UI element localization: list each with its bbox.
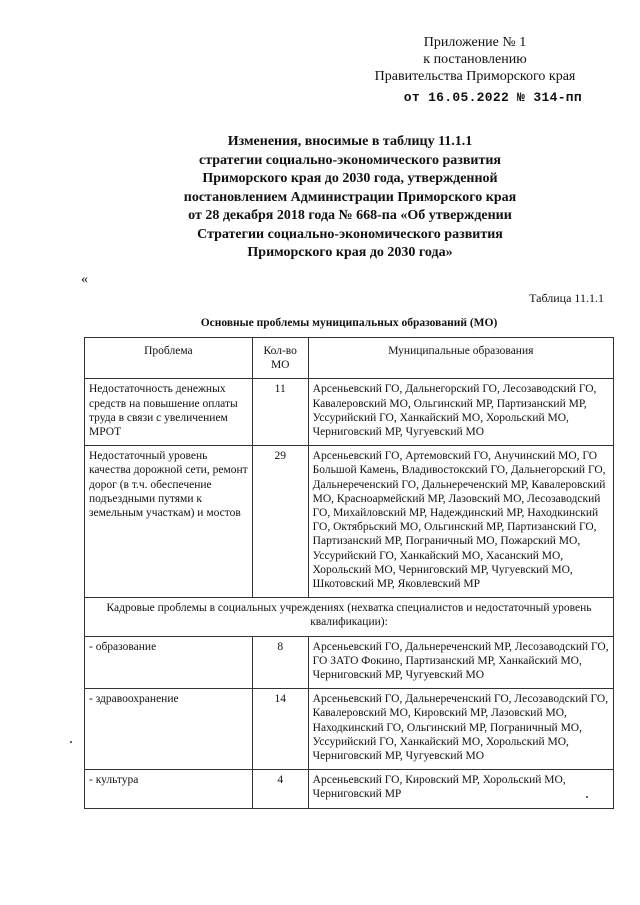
municipalities-cell: Арсеньевский ГО, Артемовский ГО, Анучинский МО, ГО Большой Камень, Владивостокский ГО, Дальнегорский ГО, Дальнереченский ГО, Дальнереченский МР, Кавалеровский МО, Красноармейский МР, Лазовский МО, Лесозаводский ГО, Михайловский МР, Надеждинский МР, Находкинский ГО, Октябрьский МО, Ольгинский МР, Партизанский ГО, Партизанский МР, Пограничный МО, Пожарский МО, Уссурийский ГО, Ханкайский МО, Хасанский МО, Хорольский МО, Черниговский МР, Чугуевский МО, Шкотовский МР, Яковлевский МР bbox=[308, 446, 613, 598]
header-municipalities: Муниципальные образования bbox=[308, 338, 613, 379]
municipalities-cell: Арсеньевский ГО, Дальнереченский ГО, Лесозаводский ГО, Кавалеровский МО, Кировский МР, Лазовский МО, Находкинский ГО, Ольгинский МР, Пограничный МО, Уссурийский ГО, Ханкайский МО, Хорольский МО, Черниговский МР, Чугуевский МО bbox=[308, 689, 613, 770]
problem-cell: - образование bbox=[85, 636, 253, 689]
title-line: Изменения, вносимые в таблицу 11.1.1 bbox=[227, 134, 473, 149]
header-problem: Проблема bbox=[85, 338, 253, 379]
resolution-date-stamp: от 16.05.2022 № 314-пп bbox=[403, 90, 582, 105]
municipal-problems-table bbox=[84, 337, 614, 809]
title-line: стратегии социально-экономического развития bbox=[199, 152, 501, 168]
count-cell: 11 bbox=[252, 379, 308, 446]
count-cell: 29 bbox=[252, 446, 308, 598]
problem-cell: Недостаточность денежных средств на повышение оплаты труда в связи с увеличением МРОТ bbox=[85, 379, 253, 446]
table-number-label: Таблица 11.1.1 bbox=[529, 291, 604, 305]
title-line: от 28 декабря 2018 года № 668-па «Об утверждении bbox=[188, 208, 512, 223]
table-caption: Основные проблемы муниципальных образований (МО) bbox=[200, 317, 498, 329]
municipalities-cell: Арсеньевский ГО, Дальнереченский МР, Лесозаводский ГО, ГО ЗАТО Фокино, Партизанский МР, Ханкайский МО, Черниговский МР, Чугуевский МО bbox=[308, 636, 613, 689]
count-cell: 8 bbox=[252, 636, 308, 689]
document-title bbox=[90, 133, 610, 263]
table-row bbox=[85, 636, 614, 689]
section-header-cell: Кадровые проблемы в социальных учреждениях (нехватка специалистов и недостаточный уровень квалификации): bbox=[85, 598, 614, 636]
problem-cell: Недостаточный уровень качества дорожной сети, ремонт дорог (в т.ч. обеспечение подъездными путями к земельным участкам) и мостов bbox=[85, 446, 253, 598]
problem-cell: - здравоохранение bbox=[85, 689, 253, 770]
opening-quote-mark: « bbox=[81, 272, 88, 287]
table-header-row bbox=[85, 338, 614, 379]
header-count: Кол-во МО bbox=[252, 338, 308, 379]
resolution-line: к постановлению bbox=[423, 52, 527, 67]
municipalities-cell: Арсеньевский ГО, Кировский МР, Хорольский МО, Черниговский МР bbox=[308, 770, 613, 808]
count-cell: 14 bbox=[252, 689, 308, 770]
government-line: Правительства Приморского края bbox=[374, 69, 576, 84]
table-row bbox=[85, 379, 614, 446]
title-line: постановлением Администрации Приморского края bbox=[183, 189, 517, 205]
municipalities-cell: Арсеньевский ГО, Дальнегорский ГО, Лесозаводский ГО, Кавалеровский МО, Ольгинский МР, Партизанский МР, Уссурийский ГО, Ханкайский МО, Хорольский МО, Черниговский МР, Чугуевский МО bbox=[308, 379, 613, 446]
appendix-line: Приложение № 1 bbox=[423, 35, 527, 50]
table-row bbox=[85, 446, 614, 598]
approval-header bbox=[360, 34, 590, 106]
title-line: Приморского края до 2030 года» bbox=[247, 245, 453, 260]
title-line: Приморского края до 2030 года, утвержденной bbox=[202, 171, 498, 186]
table-row bbox=[85, 689, 614, 770]
title-line: Стратегии социально-экономического развития bbox=[197, 226, 503, 242]
problem-cell: - культура bbox=[85, 770, 253, 808]
section-header-row bbox=[85, 598, 614, 636]
scan-speck bbox=[70, 741, 72, 743]
scan-speck bbox=[586, 796, 588, 798]
count-cell: 4 bbox=[252, 770, 308, 808]
table-row bbox=[85, 770, 614, 808]
